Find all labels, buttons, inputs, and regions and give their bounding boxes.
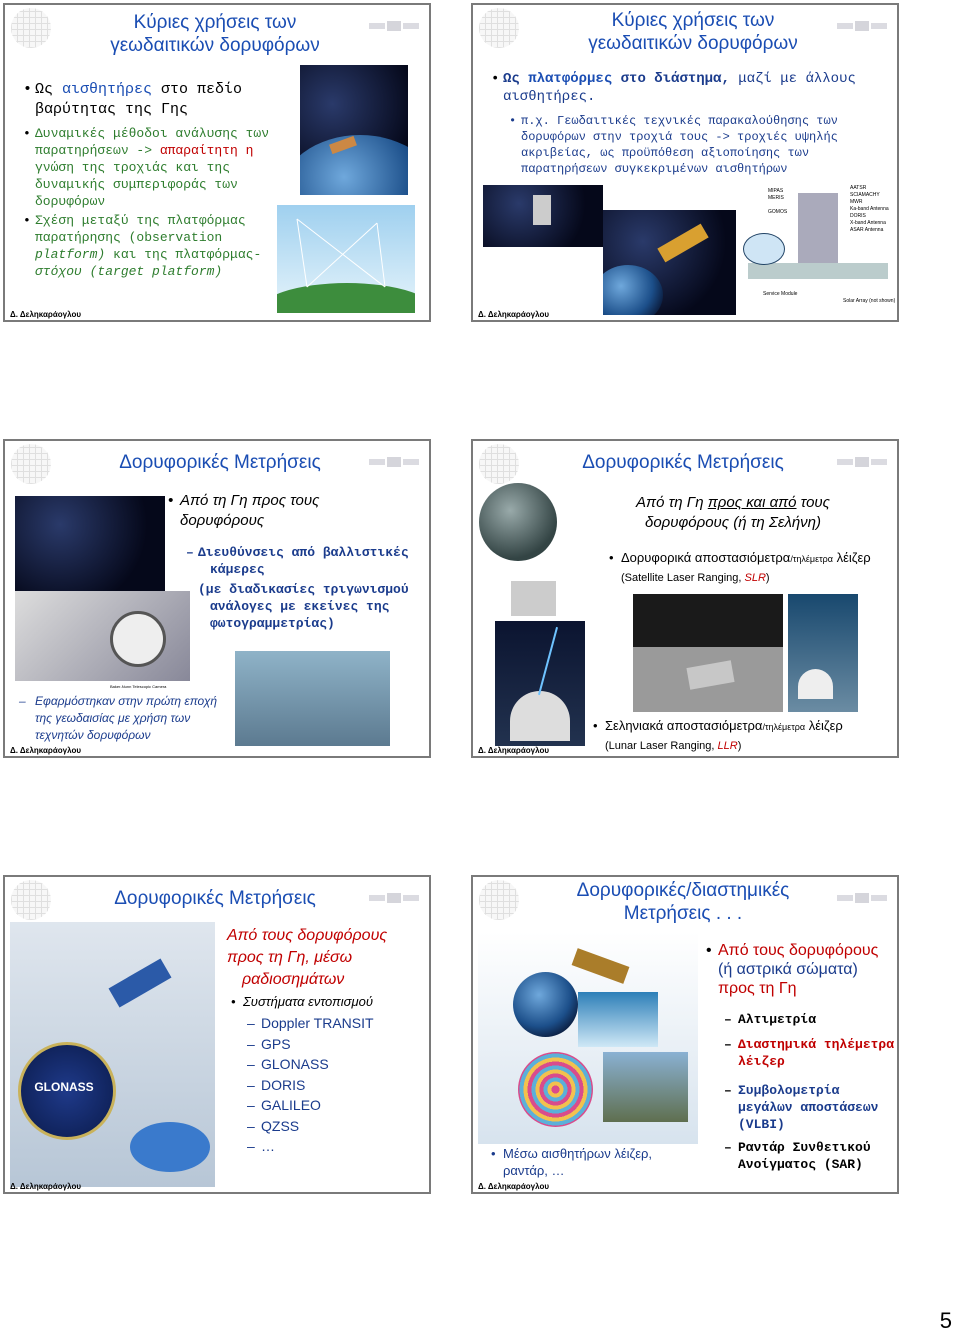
bullet-3: Σχέση μεταξύ της πλατφόρμας παρατήρησης (observation platform) και της πλατφόρμας- στόχου (target platform) — [35, 213, 262, 279]
laser-ranging-station-image — [495, 621, 585, 746]
slide-6 — [471, 875, 899, 1194]
envisat-image — [603, 210, 736, 315]
globe-icon — [11, 444, 51, 484]
diagram-label-right: AATSR SCIAMACHY MWR Ka-band Antenna DORIS X-band Antenna ASAR Antenna — [850, 185, 889, 233]
author-label: Δ. Δεληκαράογλου — [10, 746, 81, 755]
note: – Εφαρμόστηκαν στην πρώτη εποχή της γεωδαισίας με χρήση των τεχνητών δορυφόρων — [19, 694, 218, 742]
satellite-icon — [835, 11, 889, 41]
diagram-label-solar: Solar Array (not shown) — [843, 298, 896, 304]
envisat-instrument-diagram — [738, 183, 898, 315]
bullet-1: Ως αισθητήρες στο πεδίο βαρύτητας της Γης — [35, 81, 243, 118]
list-item: – DORIS — [247, 1076, 306, 1093]
author-label: Δ. Δεληκαράογλου — [478, 746, 549, 755]
slide-4 — [471, 439, 899, 758]
gnss-satellites-collage — [10, 922, 215, 1187]
glonass-logo-text: GLONASS — [34, 1080, 94, 1094]
slide-2-title: Κύριες χρήσεις των γεωδαιτικών δορυφόρων — [588, 10, 798, 54]
slide-4-title: Δορυφορικές Μετρήσεις — [582, 452, 784, 473]
satellite-icon — [367, 11, 421, 41]
list-item: – GALILEO — [247, 1097, 321, 1113]
globe-icon — [479, 444, 519, 484]
slide-1-title: Κύριες χρήσεις των γεωδαιτικών δορυφόρων — [110, 12, 320, 56]
slide-3-title: Δορυφορικές Μετρήσεις — [119, 452, 321, 473]
slide-6-title: Δορυφορικές/διαστημικές Μετρήσεις . . . — [576, 880, 790, 924]
author-label: Δ. Δεληκαράογλου — [10, 310, 81, 319]
bullet-2: Δυναμικές μέθοδοι ανάλυσης των παρατηρήσεων -> απαραίτητη η γνώση της τροχιάς και της δυναμικής συμπεριφοράς των δορυφόρων — [35, 126, 270, 209]
dash-4: – Ραντάρ Συνθετικού Ανοίγματος (SAR) — [724, 1140, 871, 1172]
lageos-satellite-image — [479, 483, 557, 561]
satellite-icon — [835, 447, 889, 477]
author-label: Δ. Δεληκαράογλου — [478, 310, 549, 319]
satellite-icon — [367, 883, 421, 913]
dash-1: – Αλτιμετρία — [724, 1012, 817, 1027]
positioning-systems-list — [247, 1013, 431, 1157]
dash-2: (με διαδικασίες τριγωνισμού ανάλογες με εκείνες της φωτογραμμετρίας) — [198, 582, 409, 631]
heading: Από τους δορυφόρους προς τη Γη, μέσω ραδιοσημάτων — [227, 927, 388, 988]
bullet-llr: Σεληνιακά αποστασιόμετρα/τηλέμετρα λέιζερ (Lunar Laser Ranging, LLR) — [605, 718, 843, 752]
slide-3 — [3, 439, 431, 758]
globe-icon — [11, 8, 51, 48]
satellite-icon — [835, 883, 889, 913]
bullet-2: Μέσω αισθητήρων λέιζερ, ραντάρ, … — [503, 1146, 653, 1178]
bullet-1: Συστήματα εντοπισμού — [243, 994, 373, 1009]
caption: Baker-Nunn Telescopic Camera — [110, 684, 167, 689]
dash-2: – Διαστημικά τηλέμετρα λέιζερ — [724, 1037, 895, 1069]
list-item: – GLONASS — [247, 1056, 329, 1072]
operators-photo — [235, 651, 390, 746]
satellite-earth-image — [300, 65, 408, 195]
subheading: Από τη Γη προς και από τους δορυφόρους (ή τη Σελήνη) — [636, 494, 830, 531]
globe-icon — [479, 880, 519, 920]
list-item: – GPS — [247, 1035, 291, 1052]
list-item: – Doppler TRANSIT — [247, 1015, 374, 1031]
satellite-tracks-image — [15, 496, 165, 591]
slide-5 — [3, 875, 431, 1194]
author-label: Δ. Δεληκαράογλου — [478, 1182, 549, 1191]
globe-icon — [479, 8, 519, 48]
list-item: – … — [247, 1138, 275, 1154]
llr-observatory-image — [788, 594, 858, 712]
satellite-constellation-image — [483, 185, 603, 247]
observatory-image — [511, 581, 556, 616]
list-item: – QZSS — [247, 1117, 300, 1134]
bullet-1: Από τη Γη προς τους δορυφόρους — [180, 492, 320, 529]
lunar-reflector-image — [633, 594, 783, 712]
dash-3: – Συμβολομετρία μεγάλων αποστάσεων (VLBI) — [724, 1083, 879, 1132]
author-label: Δ. Δεληκαράογλου — [10, 1182, 81, 1191]
slide-2 — [471, 3, 899, 322]
slide-1 — [3, 3, 431, 322]
slide-5-title: Δορυφορικές Μετρήσεις — [114, 888, 316, 909]
page-number: 5 — [939, 1308, 952, 1333]
space-measurements-collage — [478, 932, 698, 1144]
bullet-1: Από τους δορυφόρους (ή αστρικά σώματα) προς τη Γη — [718, 942, 879, 997]
dash-1: – Διευθύνσεις από βαλλιστικές κάμερες — [186, 545, 409, 577]
bullet-2: π.χ. Γεωδαιτικές τεχνικές παρακαλούθησης των δορυφόρων στην τροχιά τους -> τροχιές υψηλής ακριβείας, ως προϋπόθεση αξιοποίησης των παρατηρήσεων συγκεκριμένων αισθητήρων — [521, 114, 838, 176]
bullet-1: Ως πλατφόρμες στο διάστημα, μαζί με άλλους αισθητήρες. — [503, 71, 856, 105]
diagram-label-service: Service Module — [763, 291, 798, 297]
baker-nunn-camera-image — [15, 591, 190, 681]
observation-diagram-image — [277, 205, 415, 313]
globe-icon — [11, 880, 51, 920]
diagram-label-left: MIPAS MERIS GOMOS — [768, 188, 788, 215]
satellite-icon — [367, 447, 421, 477]
bullet-slr: Δορυφορικά αποστασιόμετρα/τηλέμετρα λέιζερ (Satellite Laser Ranging, SLR) — [621, 550, 871, 584]
